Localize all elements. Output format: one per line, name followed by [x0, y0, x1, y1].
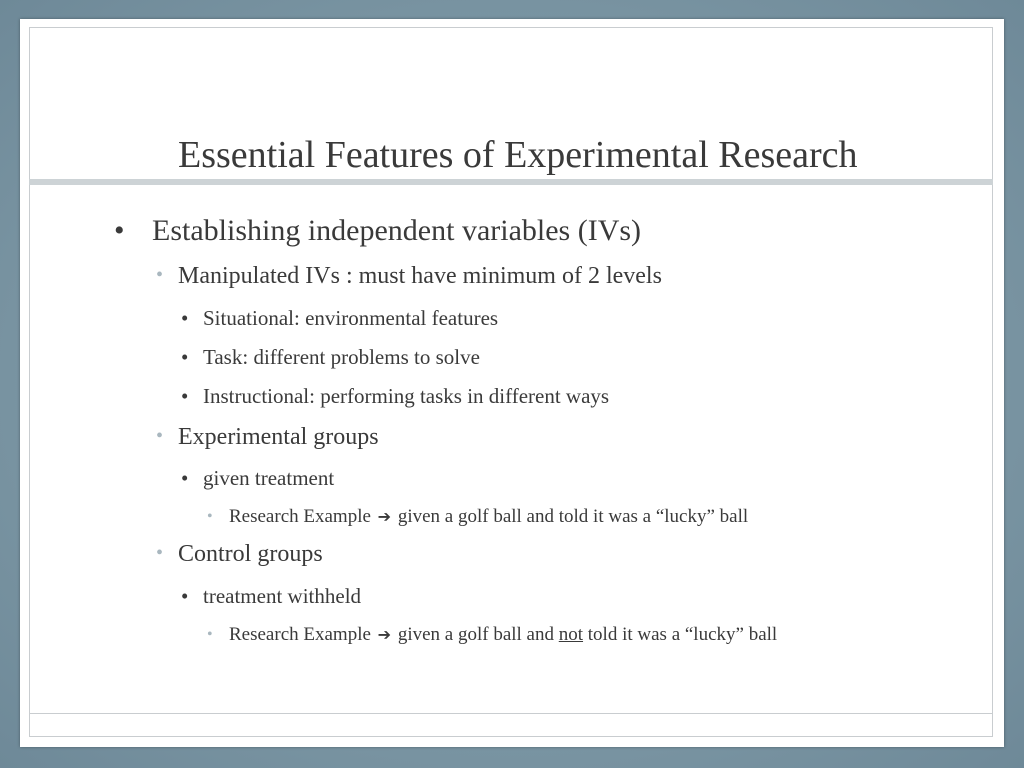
bullet-marker: •: [207, 508, 213, 525]
example-text: given a golf ball and told it was a “lucky” ball: [397, 506, 749, 527]
bullet-level2-manipulated: [156, 263, 662, 290]
bullet-marker: •: [156, 542, 164, 564]
bullet-level3-instructional: [181, 384, 610, 409]
bullet-level3-situational: [181, 306, 499, 331]
example-text-end: told it was a “lucky” ball: [587, 624, 778, 645]
arrow-right-icon: ➔: [377, 625, 392, 644]
bullet-marker: •: [156, 425, 164, 447]
bullet-level3-task: [181, 345, 480, 370]
bullet-marker: •: [181, 584, 189, 608]
bullet-level2-experimental-groups: [156, 424, 379, 451]
bullet-text: Instructional: performing tasks in different ways: [203, 384, 610, 408]
bullet-marker: •: [156, 264, 164, 286]
bullet-text: Task: different problems to solve: [203, 345, 480, 369]
bullet-level3-treatment-withheld: [181, 584, 362, 609]
bullet-marker: •: [114, 214, 125, 247]
example-label: Research Example: [229, 506, 371, 527]
bullet-marker: •: [181, 306, 189, 330]
bullet-text: Experimental groups: [178, 424, 379, 450]
bullet-marker: •: [181, 466, 189, 490]
arrow-right-icon: ➔: [377, 507, 392, 526]
bullet-level3-given-treatment: [181, 466, 335, 491]
bullet-text: treatment withheld: [203, 584, 362, 608]
bullet-marker: •: [181, 345, 189, 369]
bullet-level1-ivs: [114, 214, 642, 248]
emphasis-not: not: [558, 624, 584, 645]
bullet-text: given treatment: [203, 466, 335, 490]
bullet-level4-example1: [207, 506, 749, 528]
bullet-level4-example2: [207, 624, 778, 646]
slide: [20, 19, 1004, 747]
example-label: Research Example: [229, 624, 371, 645]
bullet-marker: •: [207, 626, 213, 643]
bullet-level2-control-groups: [156, 541, 323, 568]
bullet-list: [20, 19, 1004, 747]
bullet-text: Situational: environmental features: [203, 306, 499, 330]
example-text: given a golf ball and: [397, 624, 554, 645]
bullet-text: Control groups: [178, 541, 323, 567]
slide-title: Essential Features of Experimental Research: [178, 134, 858, 176]
bullet-text: Manipulated IVs : must have minimum of 2 levels: [178, 263, 662, 289]
bullet-marker: •: [181, 384, 189, 408]
bullet-text: Establishing independent variables (IVs): [152, 214, 642, 247]
